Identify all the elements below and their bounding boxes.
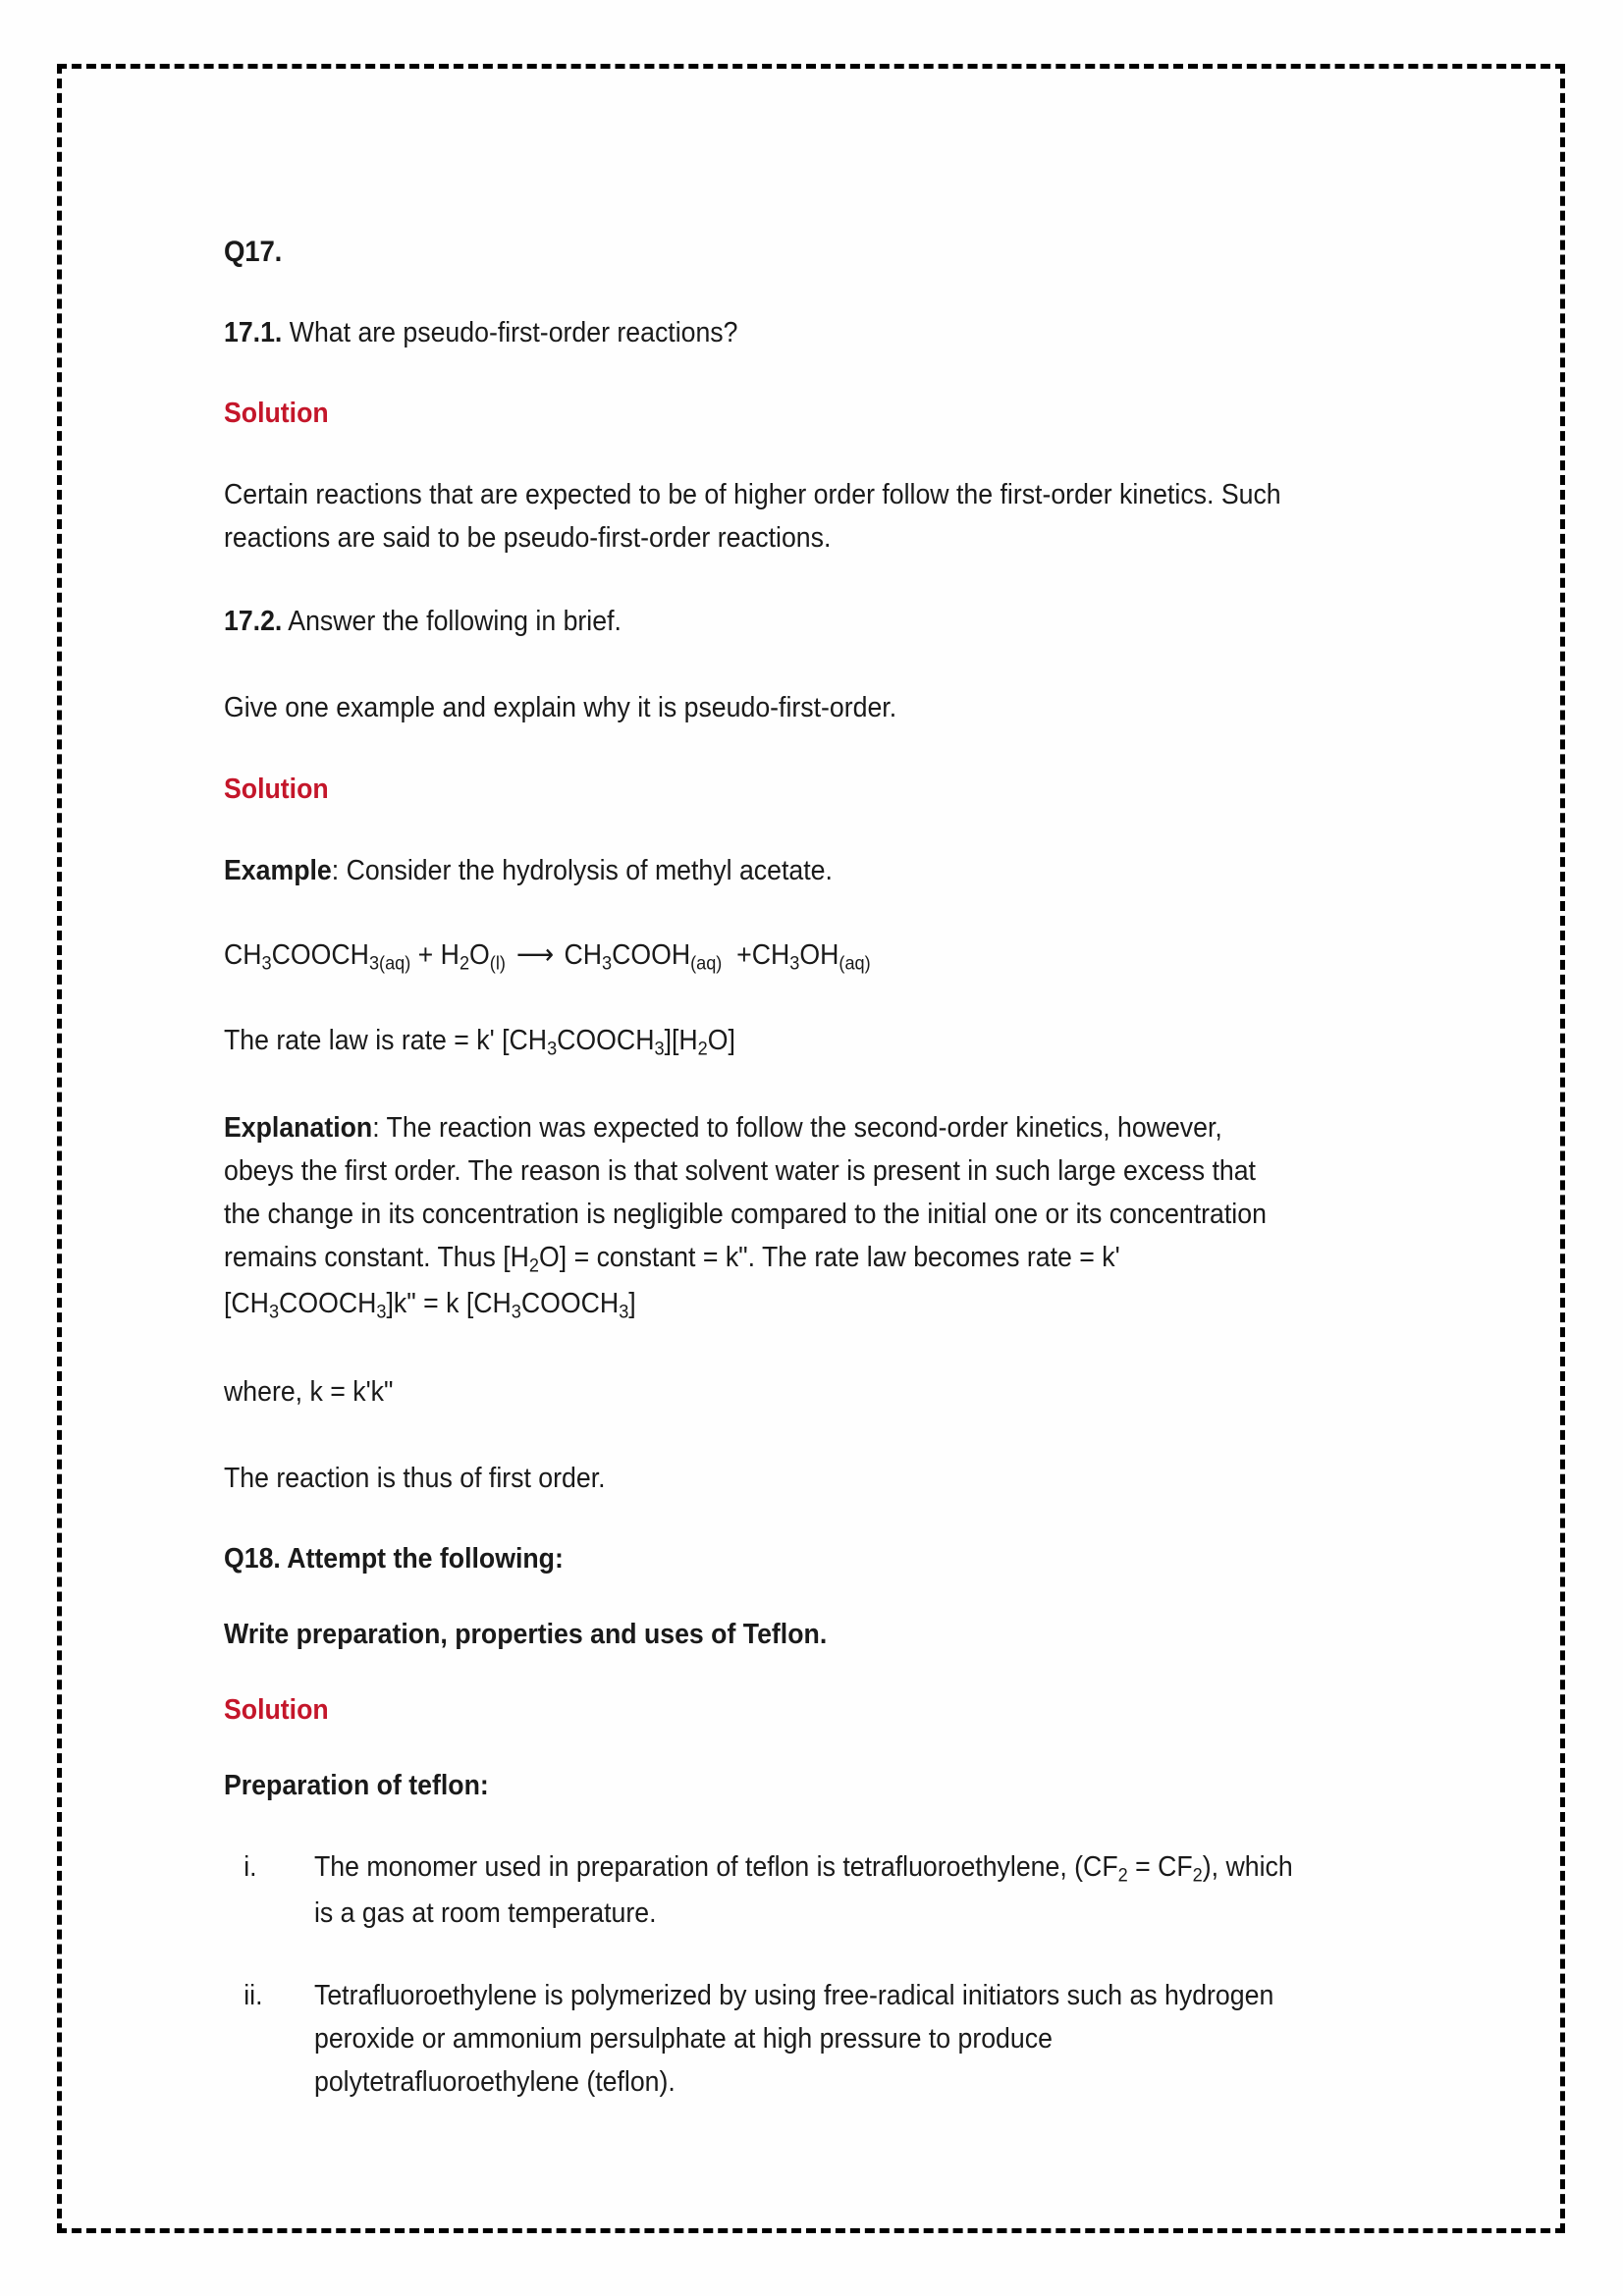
q17-2-question bbox=[224, 603, 1308, 641]
explanation-label: Explanation bbox=[224, 1111, 373, 1144]
explanation-paragraph bbox=[224, 1106, 1290, 1327]
q17-2-question-text: Answer the following in brief. bbox=[288, 606, 622, 638]
q18-question: Write preparation, properties and uses of Teflon. bbox=[224, 1619, 828, 1651]
q17-1-answer: Certain reactions that are expected to be of higher order follow the first-order kinetics. Such reactions are said to be pseudo-first-order reactions. bbox=[224, 479, 1281, 555]
list-item bbox=[224, 1974, 1308, 2104]
example-text: : Consider the hydrolysis of methyl acetate. bbox=[331, 854, 833, 886]
equation-product-2: $+CH_3OH_{(aq)}$ bbox=[729, 938, 871, 975]
q17-2-solution-label: Solution bbox=[224, 773, 329, 805]
q17-2-example-line bbox=[224, 849, 1290, 892]
q17-1-number: 17.1. bbox=[224, 317, 283, 348]
q18-heading: Q18. Attempt the following: bbox=[224, 1543, 564, 1575]
document-content bbox=[224, 236, 1402, 2143]
q17-heading: Q17. bbox=[224, 236, 283, 268]
list-item bbox=[224, 1845, 1308, 1935]
teflon-preparation-list bbox=[224, 1845, 1308, 2104]
equation-product-1: $CH_3COOH_{(aq)}$ bbox=[564, 938, 723, 975]
equation-reactant-2: $H_2O_{(l)}$ bbox=[440, 938, 506, 975]
reaction-arrow-icon: ⟶ bbox=[516, 938, 554, 971]
explanation-text: : The reaction was expected to follow the second-order kinetics, however, obeys the first order. The reason is that solvent water is present in such large excess that the change in its concentration is negligible compared to the initial one or its concentration remains constant. Thus $[H_2O]$ = constant = k". The rate law becomes rate = k' $[CH_3COOCH_3]k$" = k $[CH_3COOCH_3]$ bbox=[224, 1111, 1267, 1323]
where-line: where, k = k'k" bbox=[224, 1376, 394, 1409]
example-label: Example bbox=[224, 854, 332, 886]
q17-1-question bbox=[224, 314, 1308, 352]
q17-1-question-text: What are pseudo-first-order reactions? bbox=[289, 317, 738, 348]
q17-2-number: 17.2. bbox=[224, 606, 283, 638]
list-item-marker: ii. bbox=[243, 1979, 263, 2011]
rate-law-line: The rate law is rate = k' $[CH_3COOCH_3][H_2O]$ bbox=[224, 1024, 735, 1060]
list-item-marker: i. bbox=[243, 1851, 257, 1884]
q18-solution-label: Solution bbox=[224, 1694, 329, 1727]
list-item-text: Tetrafluoroethylene is polymerized by using free-radical initiators such as hydrogen peroxide or ammonium persulphate at high pressure to produce polytetrafluoroethylene (teflon). bbox=[314, 1979, 1274, 2098]
q17-conclusion: The reaction is thus of first order. bbox=[224, 1463, 606, 1495]
hydrolysis-equation bbox=[224, 935, 1308, 978]
equation-plus-1: + bbox=[417, 938, 434, 971]
q17-2-prompt: Give one example and explain why it is pseudo-first-order. bbox=[224, 692, 897, 724]
q18-sub-heading: Preparation of teflon: bbox=[224, 1770, 489, 1802]
equation-reactant-1: $CH_3COOCH_{3(aq)}$ bbox=[224, 938, 411, 975]
q17-1-solution-label: Solution bbox=[224, 398, 329, 430]
list-item-text: The monomer used in preparation of teflon is tetrafluoroethylene, $(CF_2 = CF_2)$, which is a gas at room temperature. bbox=[314, 1851, 1293, 1929]
